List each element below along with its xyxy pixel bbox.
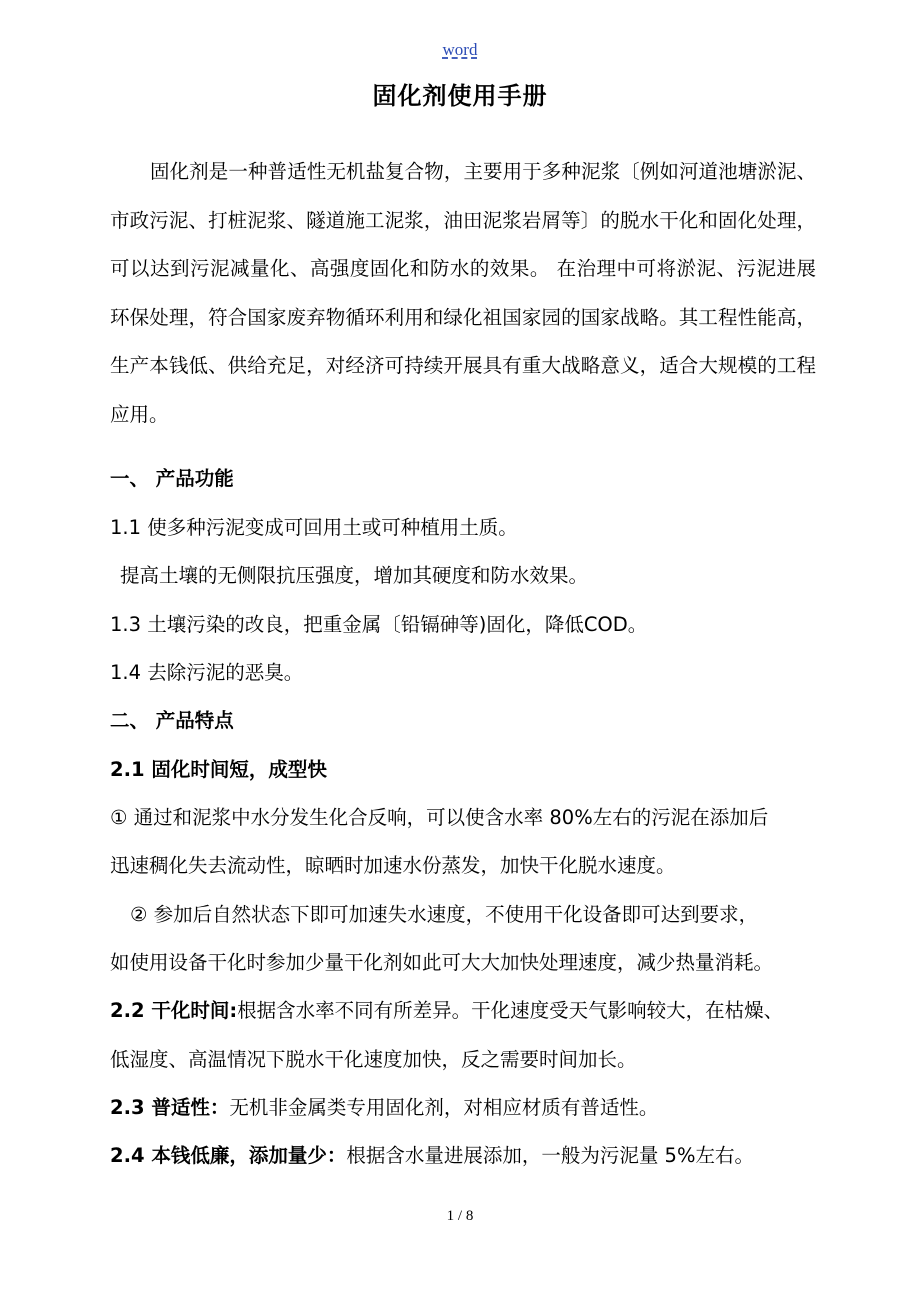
section1-item-3: 1.3 土壤污染的改良，把重金属〔铅镉砷等)固化，降低COD。 [110,613,648,636]
document-title: 固化剂使用手册 [372,82,548,110]
header-link-text[interactable]: word [442,40,478,59]
feature-para-1-line-1: ① 通过和泥浆中水分发生化合反响，可以使含水率 80%左右的污泥在添加后 [110,806,769,829]
item-2-3-text: 无机非金属类专用固化剂，对相应材质有普适性。 [229,1096,659,1119]
section1-item-2: 提高土壤的无侧限抗压强度，增加其硬度和防水效果。 [120,564,589,587]
feature-para-1-line-2: 迅速稠化失去流动性，晾晒时加速水份蒸发，加快干化脱水速度。 [110,854,676,877]
section1-item-4: 1.4 去除污泥的恶臭。 [110,661,304,684]
item-2-2-text: 根据含水率不同有所差异。干化速度受天气影响较大，在枯燥、 [237,999,784,1022]
item-2-3 [110,1092,820,1120]
item-2-2 [110,995,820,1023]
section1-item-1: 1.1 使多种污泥变成可回用土或可种植用土质。 [110,516,518,539]
item-2-3-label: 2.3 普适性： [110,1096,230,1119]
header-word-link[interactable] [0,40,920,60]
page-indicator: 1 / 8 [446,1208,474,1224]
item-2-4-text: 根据含水量进展添加，一般为污泥量 5%左右。 [346,1144,754,1167]
feature-para-2-line-1: ② 参加后自然状态下即可加速失水速度，不使用干化设备即可达到要求， [130,903,759,926]
item-2-2-line-2: 低湿度、高温情况下脱水干化速度加快，反之需要时间加长。 [110,1048,637,1071]
intro-paragraph: 固化剂是一种普适性无机盐复合物，主要用于多种泥浆〔例如河道池塘淤泥、市政污泥、打桩泥浆、隧道施工泥浆，油田泥浆岩屑等〕的脱水干化和固化处理，可以达到污泥减量化、高强度固化和防水的效果。 在治理中可将淤泥、污泥进展环保处理，符合国家废弃物循环利用和绿化祖国家园的国家战略。其工程性能高，生产本钱低、供给充足，对经济可持续开展具有重大战略意义，适合大规模的工程应用。 [110,160,816,426]
feature-para-2-line-2: 如使用设备干化时参加少量干化剂如此可大大加快处理速度，减少热量消耗。 [110,951,774,974]
section2-sub1-heading: 2.1 固化时间短，成型快 [110,758,327,781]
section2-heading: 二、 产品特点 [110,709,234,732]
item-2-4 [110,1140,820,1168]
section1-heading: 一、 产品功能 [110,467,234,490]
item-2-4-label: 2.4 本钱低廉，添加量少： [110,1144,347,1167]
item-2-2-label: 2.2 干化时间: [110,999,238,1022]
